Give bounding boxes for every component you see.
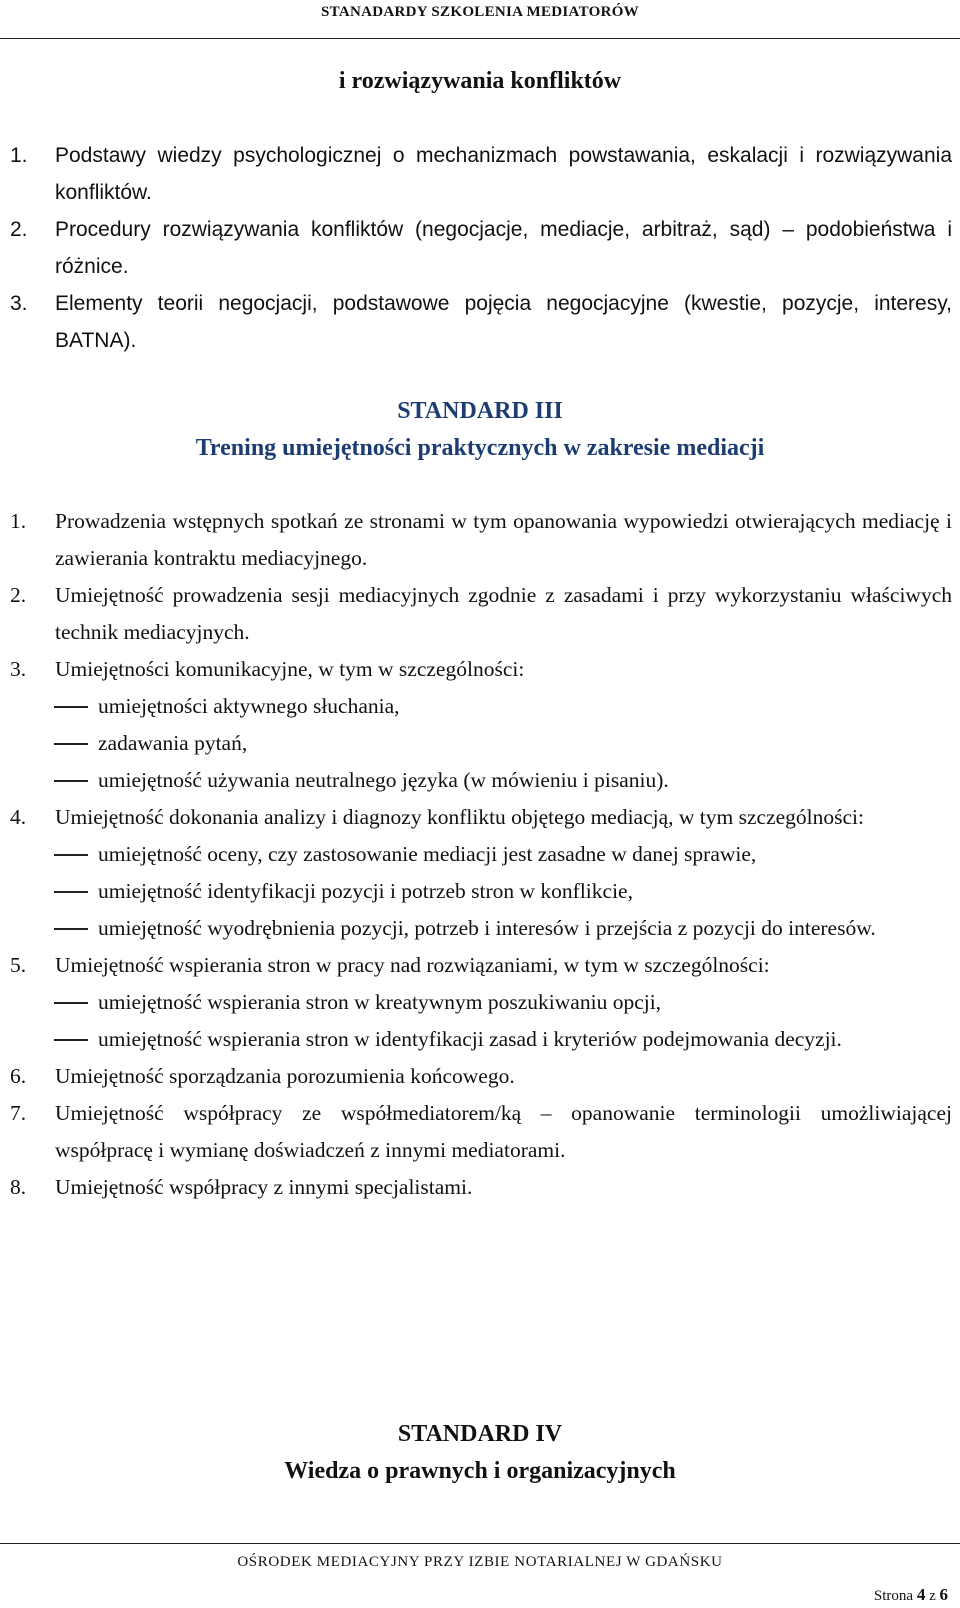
- list-item: [8, 285, 952, 359]
- footer-organization: OŚRODEK MEDIACYJNY PRZY IZBIE NOTARIALNEJ W GDAŃSKU: [237, 1554, 723, 1570]
- list-item-number: 1.: [10, 144, 28, 167]
- sub-list-item-text: umiejętności aktywnego słuchania,: [98, 694, 400, 718]
- sub-list-item: [8, 1021, 952, 1058]
- list-item-text: Umiejętność współpracy z innymi specjalistami.: [55, 1175, 473, 1199]
- dash-bullet-icon: [54, 854, 88, 856]
- sub-list-item-text: umiejętność wspierania stron w kreatywnym poszukiwaniu opcji,: [98, 990, 662, 1014]
- list-item-text: Procedury rozwiązywania konfliktów (negocjacje, mediacje, arbitraż, sąd) – podobieństwa i różnice.: [55, 218, 952, 278]
- list-item-text: Umiejętność dokonania analizy i diagnozy konfliktu objętego mediacją, w tym szczególności:: [55, 805, 865, 829]
- list-item-number: 5.: [10, 953, 27, 977]
- sub-list-item: [8, 984, 952, 1021]
- list-item: [8, 1169, 952, 1206]
- continued-section-heading: i rozwiązywania konfliktów: [338, 68, 622, 94]
- sub-list-item-text: zadawania pytań,: [98, 731, 248, 755]
- list-psychology-knowledge: [8, 137, 952, 359]
- sub-list-item: [8, 836, 952, 873]
- list-item-number: 8.: [10, 1175, 27, 1199]
- list-item-number: 2.: [10, 218, 28, 241]
- standard-iii-title: STANDARD III: [397, 398, 563, 424]
- list-item: [8, 137, 952, 211]
- dash-bullet-icon: [54, 743, 88, 745]
- sub-list-item-text: umiejętność używania neutralnego języka (w mówieniu i pisaniu).: [98, 768, 669, 792]
- list-item-text: Umiejętność sporządzania porozumienia końcowego.: [55, 1064, 515, 1088]
- sub-list-item-text: umiejętność oceny, czy zastosowanie mediacji jest zasadne w danej sprawie,: [98, 842, 757, 866]
- page-label: Strona: [873, 1588, 914, 1604]
- standard-iii-subtitle: Trening umiejętności praktycznych w zakresie mediacji: [195, 435, 765, 461]
- list-item: [8, 651, 952, 688]
- list-item-number: 1.: [10, 509, 27, 533]
- dash-bullet-icon: [54, 706, 88, 708]
- list-item: [8, 947, 952, 984]
- list-item-number: 6.: [10, 1064, 27, 1088]
- list-item-text: Umiejętność prowadzenia sesji mediacyjnych zgodnie z zasadami i przy wykorzystaniu właściwych technik mediacyjnych.: [55, 583, 952, 644]
- list-item-text: Umiejętność wspierania stron w pracy nad rozwiązaniami, w tym w szczególności:: [55, 953, 770, 977]
- sub-list-item: [8, 762, 952, 799]
- footer-divider: [0, 1543, 960, 1544]
- sub-list-item: [8, 688, 952, 725]
- list-item: [8, 1058, 952, 1095]
- list-item-number: 7.: [10, 1101, 27, 1125]
- list-item-text: Elementy teorii negocjacji, podstawowe pojęcia negocjacyjne (kwestie, pozycje, interesy, BATNA).: [55, 292, 952, 352]
- list-item: [8, 211, 952, 285]
- list-item-text: Podstawy wiedzy psychologicznej o mechanizmach powstawania, eskalacji i rozwiązywania konfliktów.: [55, 144, 952, 204]
- list-item: [8, 577, 952, 651]
- page-number: [874, 1585, 948, 1605]
- sub-list-item-text: umiejętność identyfikacji pozycji i potrzeb stron w konflikcie,: [98, 879, 633, 903]
- sub-list-item: [8, 873, 952, 910]
- list-item-number: 2.: [10, 583, 27, 607]
- list-item-text: Umiejętność współpracy ze współmediatorem/ką – opanowanie terminologii umożliwiającej współpracę i wymianę doświadczeń z innymi mediatorami.: [55, 1101, 952, 1162]
- standard-iv-title: STANDARD IV: [397, 1421, 563, 1447]
- page-current: 4: [916, 1585, 926, 1604]
- list-item: [8, 503, 952, 577]
- list-practical-skills: [8, 503, 952, 1206]
- list-item: [8, 799, 952, 836]
- list-item: [8, 1095, 952, 1169]
- list-item-number: 4.: [10, 805, 27, 829]
- page-total: 6: [939, 1585, 948, 1604]
- list-item-number: 3.: [10, 292, 28, 315]
- sub-list-item: [8, 725, 952, 762]
- list-item-text: Prowadzenia wstępnych spotkań ze stronami w tym opanowania wypowiedzi otwierających mediację i zawierania kontraktu mediacyjnego.: [55, 509, 952, 570]
- sub-list-item: [8, 910, 952, 947]
- sub-list-item-text: umiejętność wspierania stron w identyfikacji zasad i kryteriów podejmowania decyzji.: [98, 1027, 842, 1051]
- dash-bullet-icon: [54, 1039, 88, 1041]
- page-separator: z: [929, 1588, 936, 1604]
- standard-iv-subtitle: Wiedza o prawnych i organizacyjnych: [284, 1458, 676, 1484]
- dash-bullet-icon: [54, 928, 88, 930]
- dash-bullet-icon: [54, 891, 88, 893]
- sub-list-item-text: umiejętność wyodrębnienia pozycji, potrzeb i interesów i przejścia z pozycji do interesów.: [98, 916, 876, 940]
- list-item-number: 3.: [10, 657, 27, 681]
- dash-bullet-icon: [54, 780, 88, 782]
- dash-bullet-icon: [54, 1002, 88, 1004]
- list-item-text: Umiejętności komunikacyjne, w tym w szczególności:: [55, 657, 525, 681]
- document-title: STANADARDY SZKOLENIA MEDIATORÓW: [321, 4, 639, 20]
- running-header: [0, 0, 960, 39]
